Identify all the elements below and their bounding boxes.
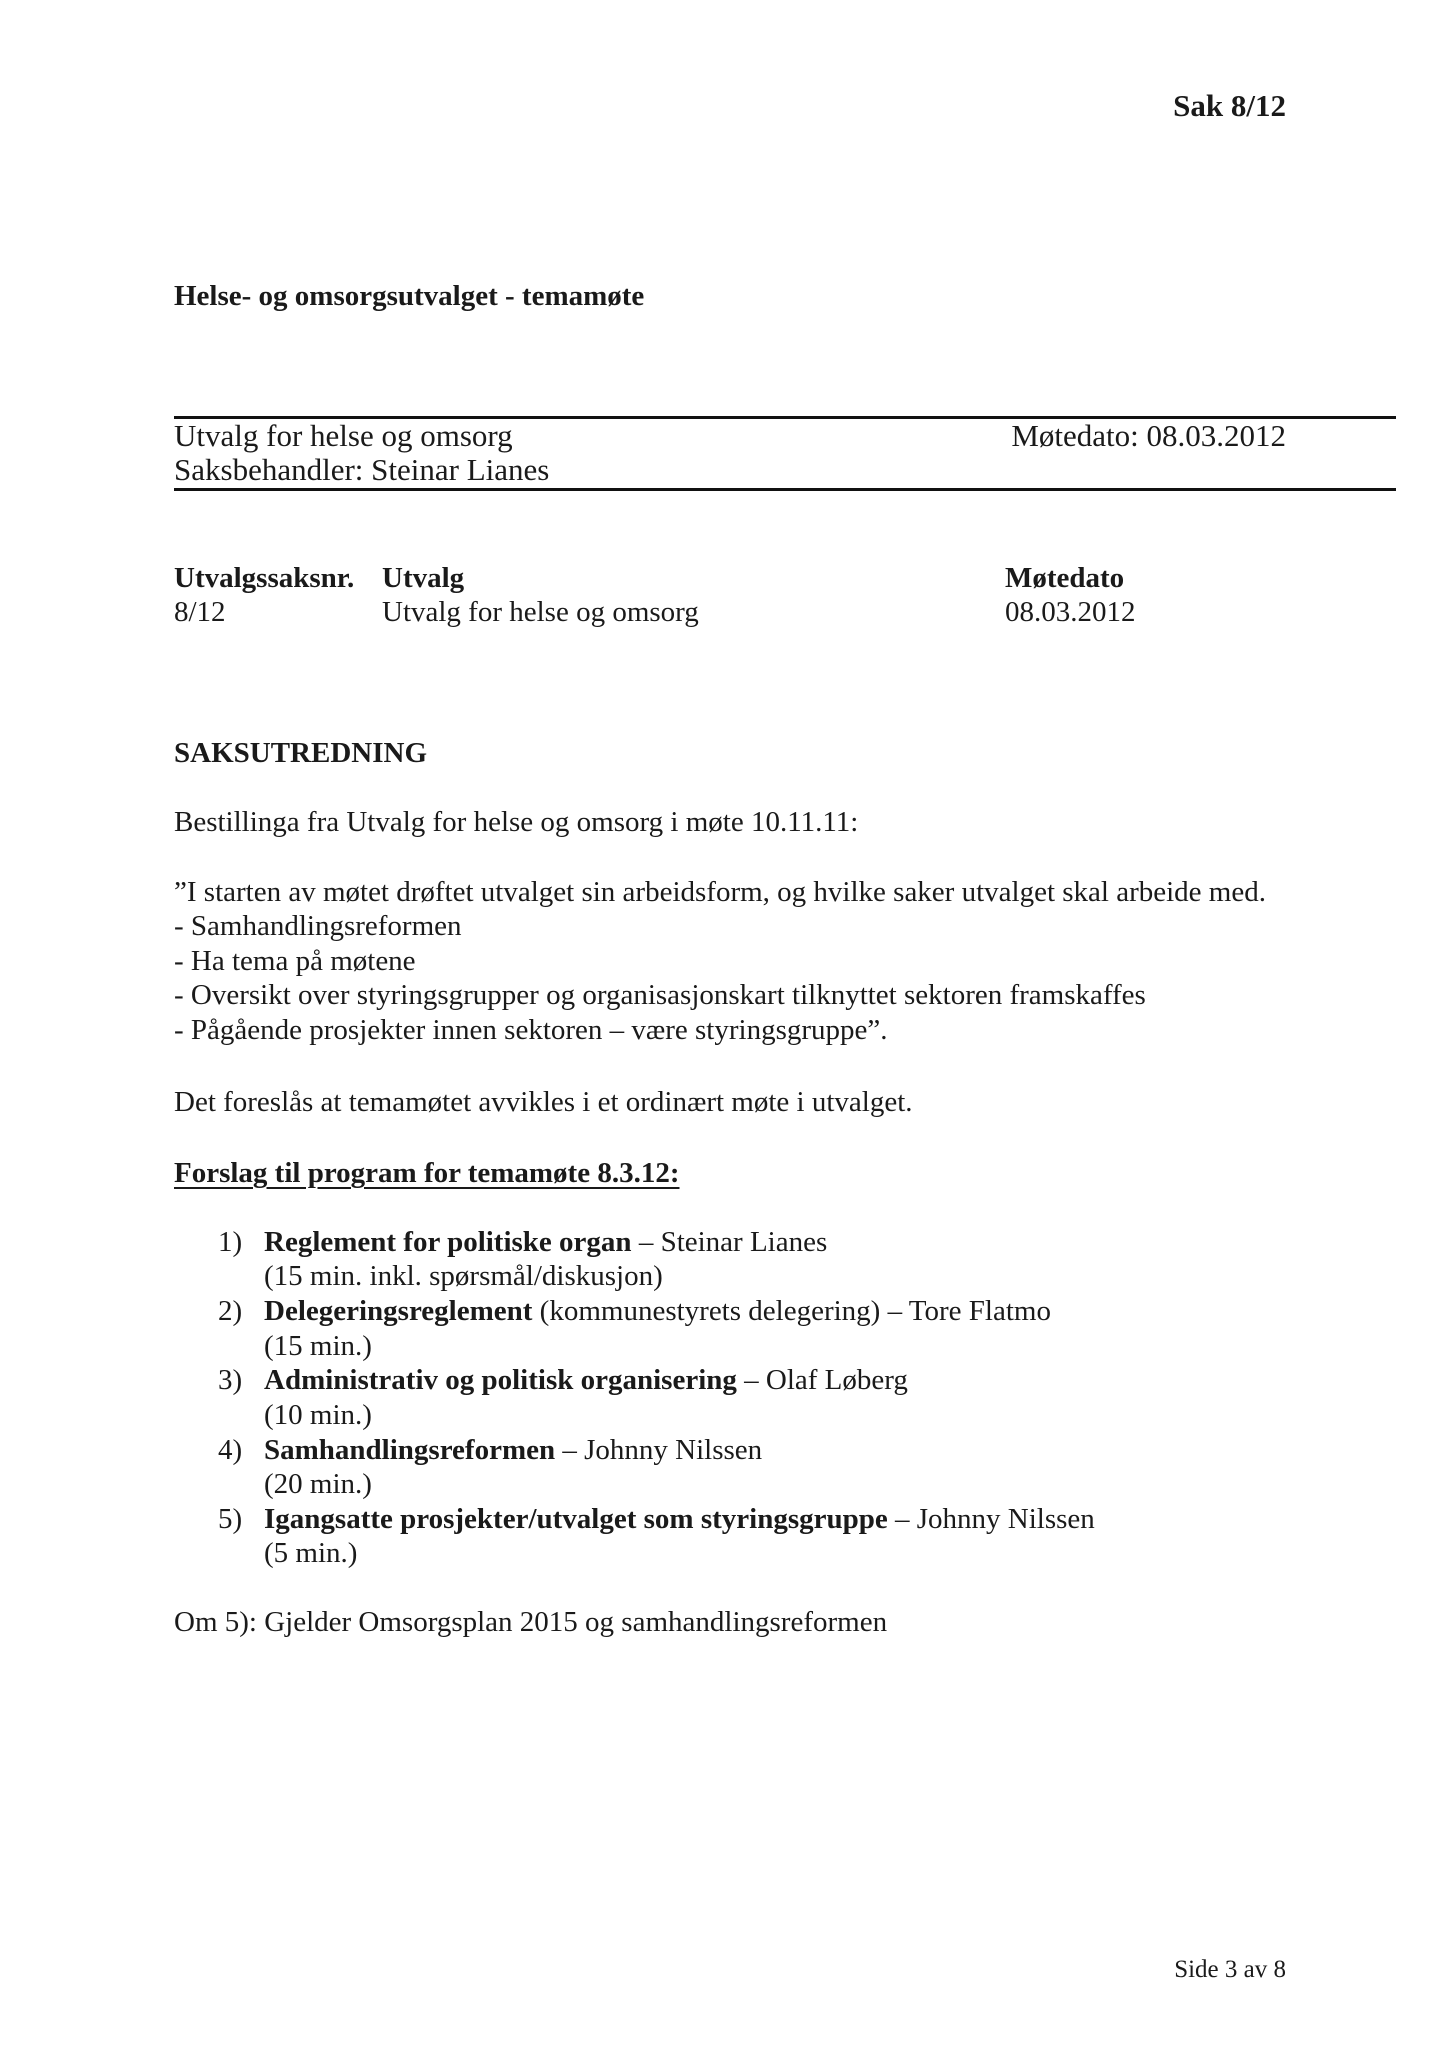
page-number: Side 3 av 8 — [1174, 1956, 1286, 1983]
section-title: SAKSUTREDNING — [174, 737, 427, 769]
item-presenter: – Johnny Nilssen — [555, 1434, 763, 1466]
item-duration: (15 min.) — [264, 1330, 372, 1362]
item-title: Administrativ og politisk organisering — [264, 1364, 737, 1396]
table-cell-committee: Utvalg for helse og omsorg — [382, 596, 699, 628]
item-duration: (5 min.) — [264, 1537, 358, 1569]
quote-line: - Oversikt over styringsgrupper og organisasjonskart tilknyttet sektoren framskaffes — [174, 979, 1146, 1011]
table-header-case-number: Utvalgssaksnr. — [174, 562, 355, 594]
case-officer: Saksbehandler: Steinar Lianes — [174, 452, 550, 487]
quote-line: ”I starten av møtet drøftet utvalget sin arbeidsform, og hvilke saker utvalget skal arbeide med. — [174, 876, 1266, 908]
bottom-rule — [174, 488, 1396, 491]
quote-line: - Pågående prosjekter innen sektoren – være styringsgruppe”. — [174, 1014, 888, 1046]
item-number: 4) — [218, 1434, 243, 1466]
item-title: Samhandlingsreformen — [264, 1434, 556, 1466]
item-number: 1) — [218, 1226, 243, 1258]
table-cell-case-number: 8/12 — [174, 596, 226, 628]
item-number: 2) — [218, 1295, 243, 1327]
item-presenter: – Olaf Løberg — [736, 1364, 908, 1396]
document-title: Helse- og omsorgsutvalget - temamøte — [174, 280, 645, 312]
committee-name: Utvalg for helse og omsorg — [174, 418, 513, 453]
note-text: Om 5): Gjelder Omsorgsplan 2015 og samhandlingsreformen — [174, 1606, 888, 1638]
item-number: 3) — [218, 1364, 243, 1396]
item-title: Delegeringsreglement — [264, 1295, 533, 1327]
item-duration: (10 min.) — [264, 1399, 372, 1431]
quote-line: - Samhandlingsreformen — [174, 910, 462, 942]
proposal-text: Det foreslås at temamøtet avvikles i et ordinært møte i utvalget. — [174, 1086, 913, 1118]
item-title: Igangsatte prosjekter/utvalget som styringsgruppe — [264, 1503, 888, 1535]
meeting-date: Møtedato: 08.03.2012 — [1011, 418, 1286, 453]
table-header-meeting-date: Møtedato — [1005, 562, 1125, 594]
table-header-committee: Utvalg — [382, 562, 465, 594]
quote-line: - Ha tema på møtene — [174, 945, 416, 977]
order-text: Bestillinga fra Utvalg for helse og omsorg i møte 10.11.11: — [174, 806, 859, 838]
item-number: 5) — [218, 1503, 243, 1535]
item-duration: (20 min.) — [264, 1468, 372, 1500]
item-presenter: (kommunestyrets delegering) – Tore Flatmo — [532, 1295, 1051, 1327]
item-title: Reglement for politiske organ — [264, 1226, 632, 1258]
table-cell-meeting-date: 08.03.2012 — [1005, 596, 1136, 628]
case-number: Sak 8/12 — [1173, 88, 1286, 123]
item-duration: (15 min. inkl. spørsmål/diskusjon) — [264, 1260, 663, 1292]
program-heading: Forslag til program for temamøte 8.3.12: — [174, 1157, 680, 1189]
item-presenter: – Johnny Nilssen — [887, 1503, 1095, 1535]
item-presenter: – Steinar Lianes — [631, 1226, 828, 1258]
